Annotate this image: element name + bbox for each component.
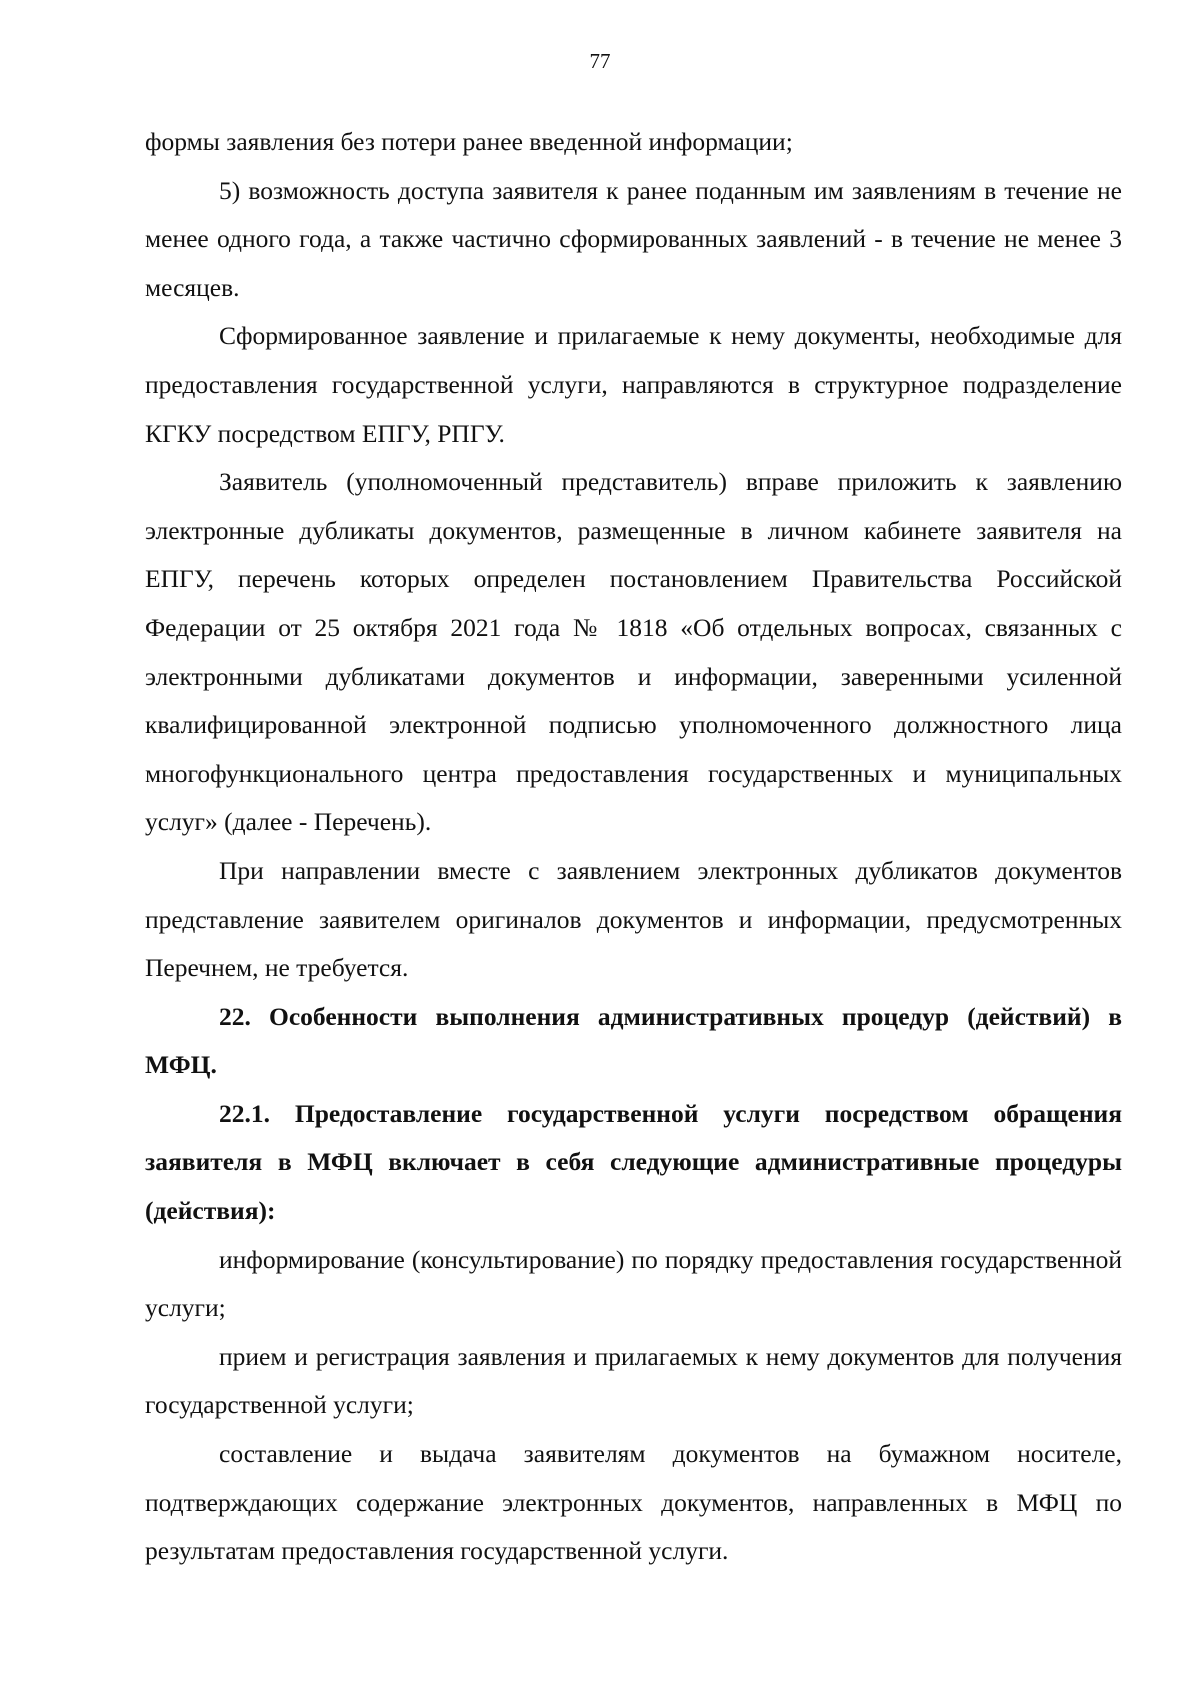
paragraph-reception-registration: прием и регистрация заявления и прилагаемых к нему документов для получения государственной услуги; <box>145 1341 1122 1420</box>
document-body <box>145 118 1122 1576</box>
paragraph-submitted-application: Сформированное заявление и прилагаемые к нему документы, необходимые для предоставления государственной услуги, направляются в структурное подразделение КГКУ посредством ЕПГУ, РПГУ. <box>145 321 1122 448</box>
section-heading-22-1: 22.1. Предоставление государственной услуги посредством обращения заявителя в МФЦ включает в себя следующие административные процедуры (действия): <box>145 1098 1122 1226</box>
paragraph-form-continuation: формы заявления без потери ранее введенной информации; <box>145 127 793 156</box>
paragraph-electronic-duplicates: Заявитель (уполномоченный представитель) вправе приложить к заявлению электронные дубликаты документов, размещенные в личном кабинете заявителя на ЕПГУ, перечень которых определен постановлением Правительства Российской Федерации от 25 октября 2021 года № 1818 «Об отдельных вопросах, связанных с электронными дубликатами документов и информации, заверенными усиленной квалифицированной электронной подписью уполномоченного должностного лица многофункционального центра предоставления государственных и муниципальных услуг» (далее - Перечень). <box>145 467 1122 837</box>
paragraph-paper-documents: составление и выдача заявителям документов на бумажном носителе, подтверждающих содержание электронных документов, направленных в МФЦ по результатам предоставления государственной услуги. <box>145 1439 1122 1566</box>
paragraph-originals-not-required: При направлении вместе с заявлением электронных дубликатов документов представление заявителем оригиналов документов и информации, предусмотренных Перечнем, не требуется. <box>145 855 1122 983</box>
page-number: 77 <box>589 49 611 73</box>
paragraph-informing: информирование (консультирование) по порядку предоставления государственной услуги; <box>145 1244 1122 1323</box>
paragraph-item-5-access: 5) возможность доступа заявителя к ранее поданным им заявлениям в течение не менее одного года, а также частично сформированных заявлений - в течение не менее 3 месяцев. <box>145 175 1122 302</box>
section-heading-22: 22. Особенности выполнения административных процедур (действий) в МФЦ. <box>145 1001 1122 1080</box>
